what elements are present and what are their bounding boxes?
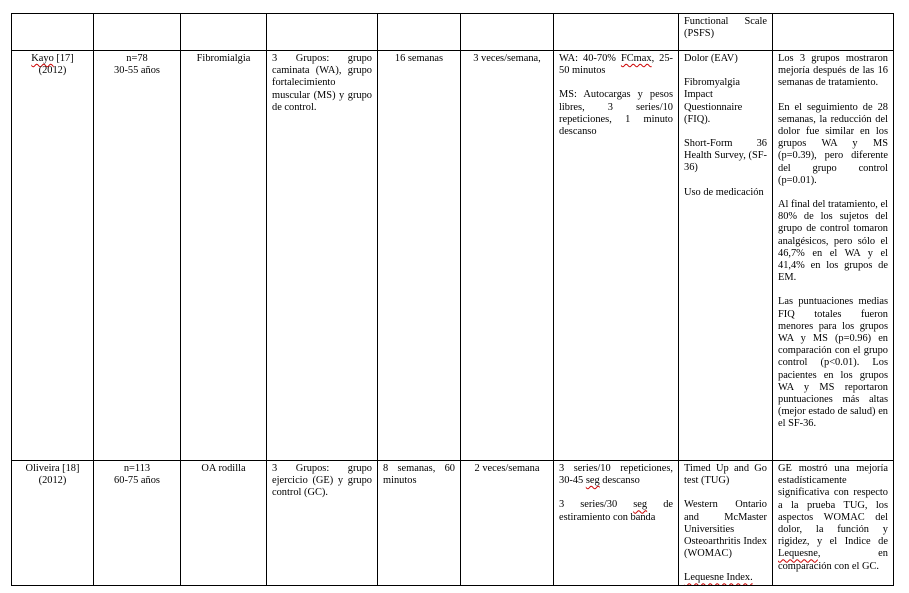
result-paragraph: En el seguimiento de 28 semanas, la reducción del dolor fue similar en los grupos WA y MS (p=0.39), pero diferente del grupo control (p=0.01).: [778, 101, 888, 186]
result-paragraph: Las puntuaciones medias FIQ totales fueron menores para los grupos WA y MS (p=0.96) en comparación con el grupo control (p<0.01). Los pacientes en los grupos WA y MS reportaron puntuaciones más altas (mejor estado de salud) en el SF-36.: [778, 296, 888, 430]
outcome-item: Short-Form 36 Health Survey, (SF-36): [684, 138, 767, 174]
outcome-item: Uso de medicación: [684, 186, 764, 198]
result-paragraph: [778, 463, 888, 572]
sample-age: 30-55 años: [114, 65, 160, 77]
intervention-text: MS: Autocargas y pesos libres, 3 series/10 repeticiones, 1 minuto descanso: [559, 89, 673, 138]
sample-n: n=78: [126, 53, 148, 64]
intervention-text: [559, 499, 673, 522]
intervention-part: 3 series/30: [559, 499, 634, 511]
table-row-oliveira: [12, 461, 894, 586]
frequency-cell: 3 veces/semana,: [461, 51, 554, 461]
study-cell: [12, 461, 94, 586]
results-cell: [773, 461, 894, 586]
duration-cell: 16 semanas: [378, 51, 461, 461]
frequency-cell: 2 veces/semana: [461, 461, 554, 586]
intervention-cell: [554, 461, 679, 586]
result-paragraph: Al final del tratamiento, el 80% de los sujetos del grupo de control tomaron analgésicos, pero sólo el 46,7% en el WA y el 41,4% en los grupos de EM.: [778, 199, 888, 284]
intervention-text: [559, 53, 673, 76]
sample-cell: [94, 461, 181, 586]
outcome-item: Lequesne Index.: [684, 572, 753, 584]
duration-cell: 8 semanas, 60 minutos: [378, 461, 461, 586]
cell: [267, 14, 378, 51]
table-row-kayo: [12, 51, 894, 461]
condition-cell: OA rodilla: [181, 461, 267, 586]
study-author: Oliveira [18]: [25, 463, 80, 474]
intervention-text: [559, 463, 673, 486]
cell: [181, 14, 267, 51]
outcome-item: Fibromyalgia Impact Questionnaire (FIQ).: [684, 77, 743, 125]
result-paragraph: Los 3 grupos mostraron mejoría después de las 16 semanas de tratamiento.: [778, 53, 888, 89]
intervention-part: de estiramiento con banda: [559, 499, 673, 523]
result-part: GE mostró una mejoría estadísticamente significativa con respecto a la prueba TUG, los aspectos WOMAC del dolor, la función y rigidez, y el Indice de: [778, 463, 888, 548]
study-year: (2012): [38, 65, 67, 77]
groups-cell: 3 Grupos: grupo ejercicio (GE) y grupo control (GC).: [267, 461, 378, 586]
intervention-part: descanso: [599, 475, 640, 487]
intervention-part: 3 series/10 repeticiones, 30-45: [559, 463, 673, 487]
sample-cell: [94, 51, 181, 461]
outcome-item: Western Ontario and McMaster Universities Osteoarthritis Index (WOMAC): [684, 499, 767, 560]
sample-age: 60-75 años: [114, 475, 160, 487]
intervention-part: , 25-50 minutos: [559, 53, 674, 77]
table-row-continuation: [12, 14, 894, 51]
outcomes-cell: [679, 461, 773, 586]
intervention-part: FCmax: [620, 53, 652, 64]
study-author: Kayo: [31, 53, 54, 64]
cell: [378, 14, 461, 51]
outcome-item: Dolor (EAV): [684, 53, 738, 64]
result-part: , en comparación con el GC.: [778, 548, 888, 572]
study-ref: [17]: [53, 53, 74, 64]
outcomes-cell: [679, 51, 773, 461]
cell: [12, 14, 94, 51]
studies-table: [11, 13, 894, 586]
intervention-part: seg: [633, 499, 648, 511]
cell: [461, 14, 554, 51]
study-cell: [12, 51, 94, 461]
results-cell: [773, 51, 894, 461]
cell: [94, 14, 181, 51]
result-part: Lequesne: [778, 548, 818, 560]
sample-n: n=113: [123, 463, 151, 474]
intervention-part: seg: [585, 475, 600, 487]
condition-cell: Fibromialgia: [181, 51, 267, 461]
intervention-part: WA: 40-70%: [559, 53, 621, 64]
outcome-continuation-cell: Functional Scale (PSFS): [679, 14, 773, 51]
cell: [554, 14, 679, 51]
groups-cell: 3 Grupos: grupo caminata (WA), grupo fortalecimiento muscular (MS) y grupo de control.: [267, 51, 378, 461]
intervention-cell: [554, 51, 679, 461]
cell: [773, 14, 894, 51]
study-year: (2012): [38, 475, 67, 487]
outcome-item: Timed Up and Go test (TUG): [684, 463, 767, 487]
